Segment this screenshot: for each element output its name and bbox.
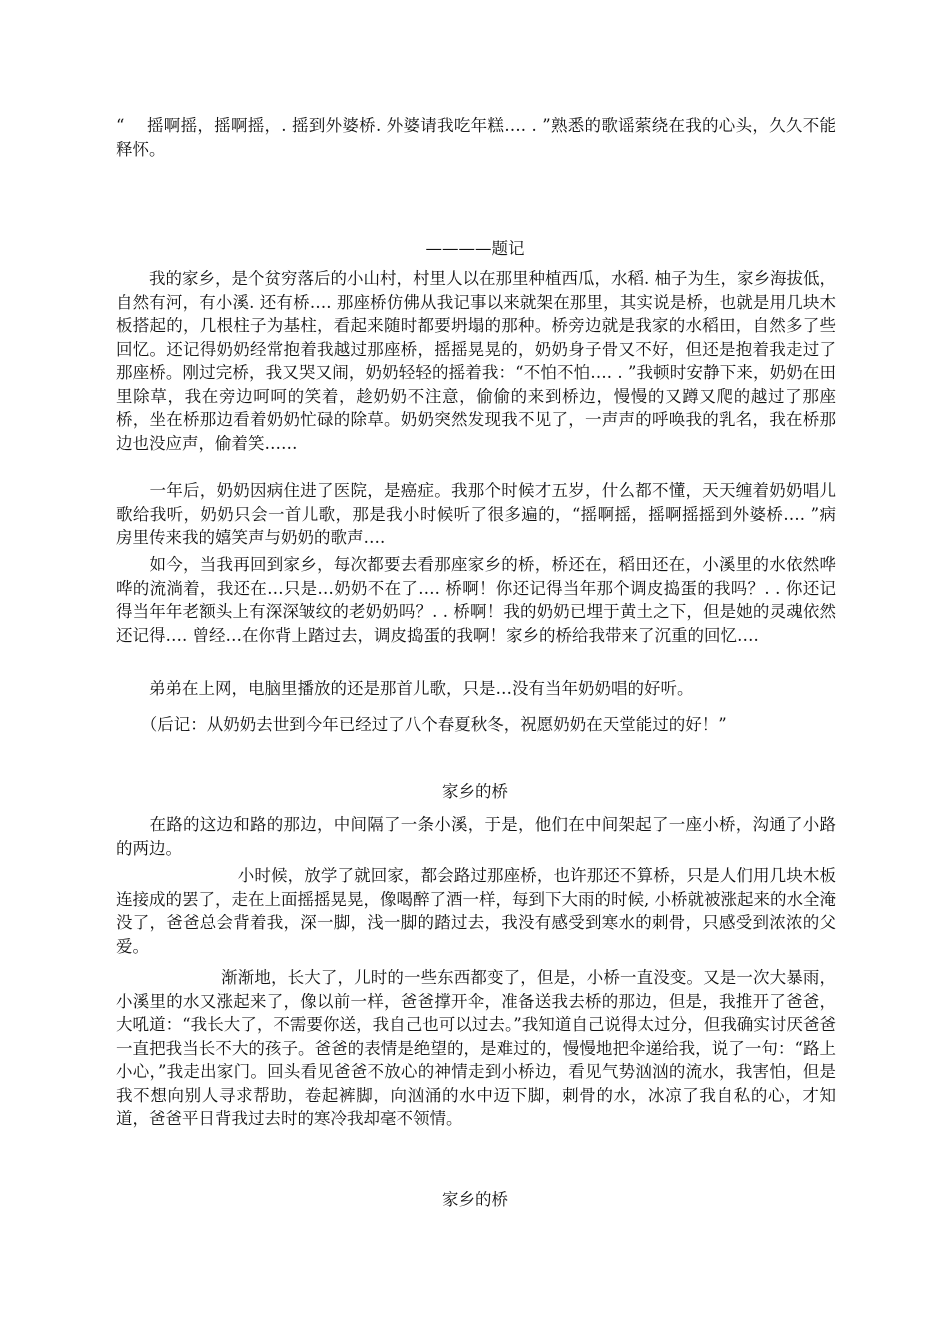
paragraph-1: 我的家乡，是个贫穷落后的小山村，村里人以在那里种植西瓜，水稻. 柚子为生，家乡海拔低，自然有河，有小溪. 还有桥…. 那座桥仿佛从我记事以来就架在那里，其实说是桥，也就是用几块木板搭起的，几根柱子为基柱，看起来随时都要坍塌的那种。桥旁边就是我家的水稻田，自然多了些回忆。还记得奶奶经常抱着我越过那座桥，摇摇晃晃的，奶奶身子骨又不好，但还是抱着我走过了那座桥。刚过完桥，我又哭又闹，奶奶轻轻的摇着我：“不怕不怕…. . ”我顿时安静下来，奶奶在田里除草，我在旁边呵呵的笑着，趁奶奶不注意，偷偷的来到桥边，慢慢的又蹲又爬的越过了那座桥，坐在桥那边看着奶奶忙碌的除草。奶奶突然发现我不见了，一声声的呼唤我的乳名，我在桥那边也没应声，偷着笑…… [116,269,836,453]
paragraph-4: 弟弟在上网，电脑里播放的还是那首儿歌，只是…没有当年奶奶唱的好听。 [116,679,694,698]
intro-paragraph: “ 摇啊摇，摇啊摇，. 摇到外婆桥. 外婆请我吃年糕…. . ”熟悉的歌谣萦绕在我的心头，久久不能释怀。 [116,116,836,159]
section-title-2: 家乡的桥 [442,1190,508,1209]
section-title-1: 家乡的桥 [442,782,508,801]
paragraph-8: 渐渐地，长大了，儿时的一些东西都变了，但是，小桥一直没变。又是一次大暴雨，小溪里的水又涨起来了，像以前一样，爸爸撑开伞，准备送我去桥的那边，但是，我推开了爸爸，大吼道：“我长大了，不需要你送，我自己也可以过去。”我知道自己说得太过分，但我确实讨厌爸爸一直把我当长不大的孩子。爸爸的表情是绝望的，是难过的，慢慢地把伞递给我，说了一句：“路上小心，”我走出家门。回头看见爸爸不放心的神情走到小桥边，看见气势汹汹的流水，我害怕，但是我不想向别人寻求帮助，卷起裤脚，向汹涌的水中迈下脚，刺骨的水，冰凉了我自私的心，才知道，爸爸平日背我过去时的寒冷我却毫不领情。 [116,968,836,1128]
paragraph-7: 小时候，放学了就回家，都会路过那座桥，也许那还不算桥，只是人们用几块木板连接成的罢了，走在上面摇摇晃晃，像喝醉了酒一样，每到下大雨的时候, 小桥就被涨起来的水全淹没了，爸爸总会背着我，深一脚，浅一脚的踏过去，我没有感受到寒水的刺骨，只感受到浓浓的父爱。 [116,866,836,956]
paragraph-6: 在路的这边和路的那边，中间隔了一条小溪，于是，他们在中间架起了一座小桥，沟通了小路的两边。 [116,815,836,858]
paragraph-2: 一年后，奶奶因病住进了医院，是癌症。我那个时候才五岁，什么都不懂，天天缠着奶奶唱儿歌给我听，奶奶只会一首儿歌，那是我小时候听了很多遍的，“摇啊摇，摇啊摇摇到外婆桥…. ”病房里传来我的嬉笑声与奶奶的歌声…. [116,481,836,547]
paragraph-3: 如今，当我再回到家乡，每次都要去看那座家乡的桥，桥还在，稻田还在，小溪里的水依然哗哗的流淌着，我还在…只是…奶奶不在了…. 桥啊！你还记得当年那个调皮捣蛋的我吗？. . 你还记得当年年老额头上有深深皱纹的老奶奶吗？. . 桥啊！我的奶奶已埋于黄土之下，但是她的灵魂依然还记得…. 曾经…在你背上踏过去，调皮捣蛋的我啊！家乡的桥给我带来了沉重的回忆…. [116,555,836,645]
paragraph-5: （后记：从奶奶去世到今年已经过了八个春夏秋冬，祝愿奶奶在天堂能过的好！” [116,715,727,734]
subtitle: ————题记 [425,239,525,258]
